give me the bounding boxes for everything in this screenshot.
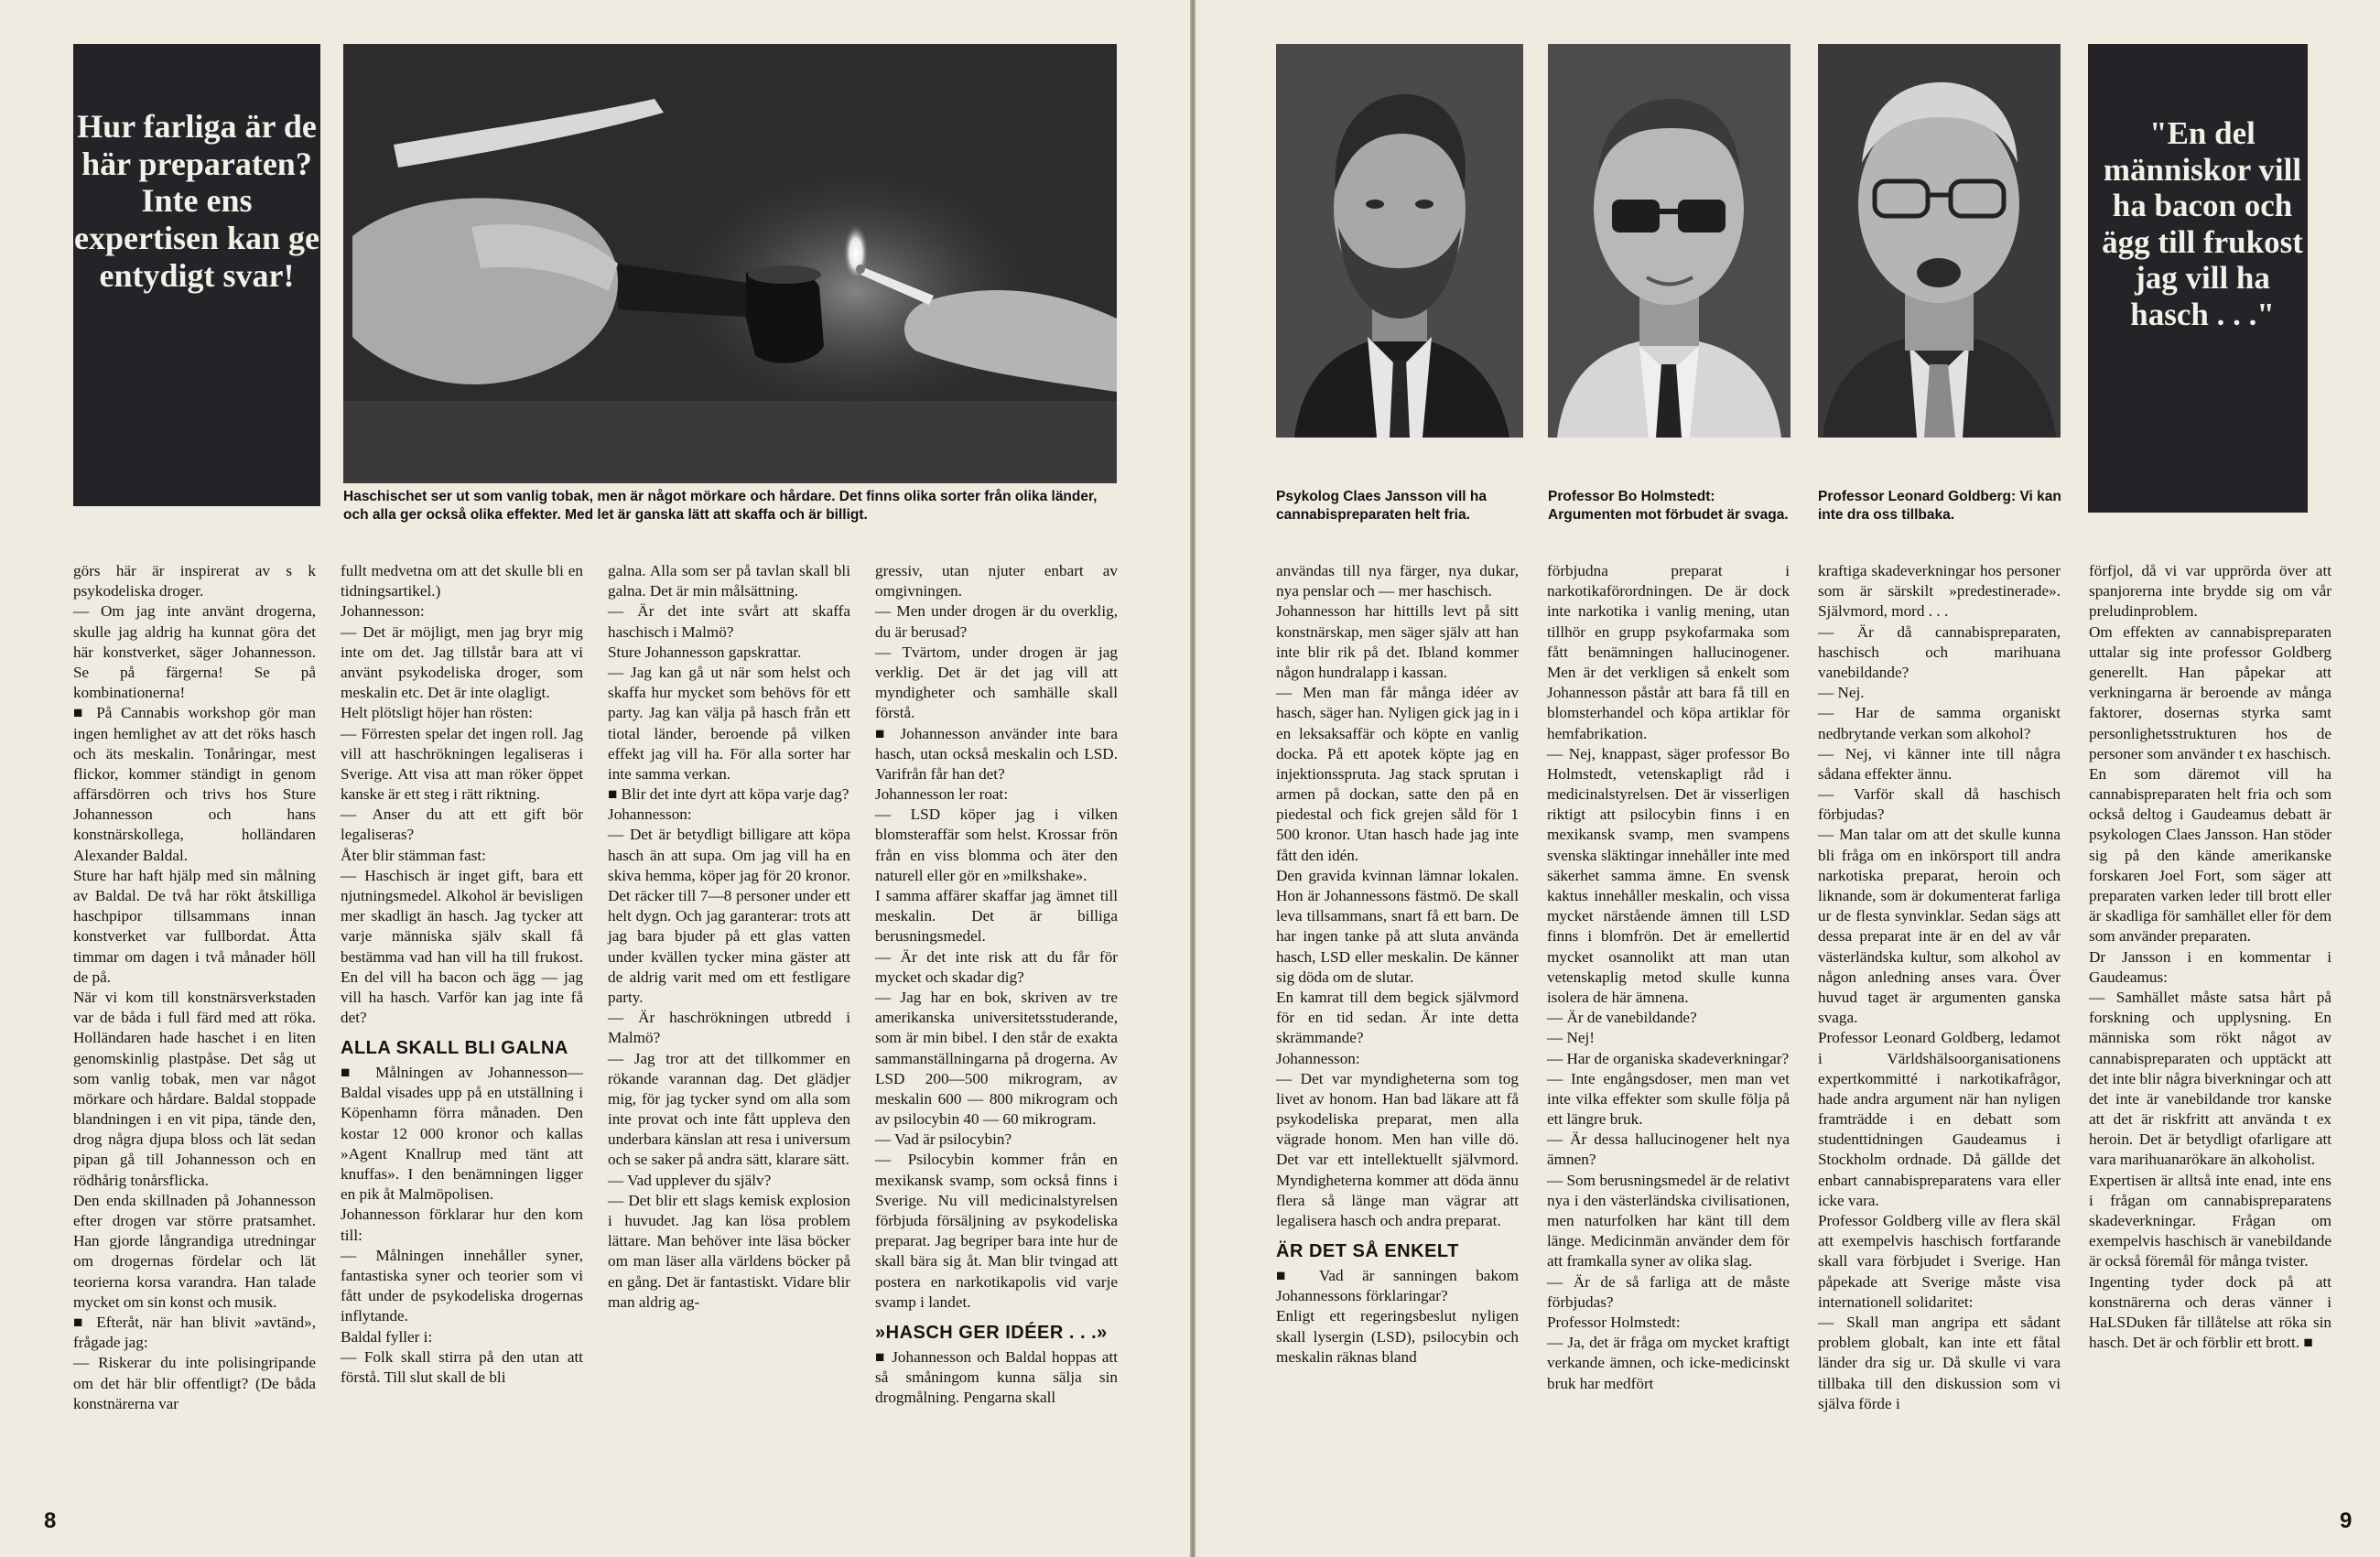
- column-6: [1547, 561, 1790, 1394]
- paragraph: — Man talar om att det skulle kunna bli fråga om en inkörsport till andra narkotiska preparat, heroin och liknande, som är dokumenterat farliga ur de flesta synvinklar. Sedan sägs att dessa preparat inte är en del av vår västerländska kultur, som alkohol av någon anledning anses vara. Över huvud taget är argumenten ganska svaga.: [1818, 826, 2061, 1027]
- paragraph: — Inte engångsdoser, men man vet inte vilka effekter som skulle följa på ett längre bruk.: [1547, 1069, 1790, 1129]
- paragraph: fullt medvetna om att det skulle bli en tidningsartikel.): [341, 562, 583, 600]
- paragraph: — Är dessa hallucinogener helt nya ämnen?: [1547, 1130, 1790, 1169]
- paragraph: kraftiga skadeverkningar hos personer som är särskilt »predestinerade». Självmord, mord . . .: [1818, 562, 2061, 621]
- quote-block: [2088, 44, 2308, 513]
- paragraph: Johannesson ler roat:: [875, 785, 1009, 804]
- paragraph: — Men under drogen är du overklig, du är berusad?: [875, 602, 1118, 641]
- portrait-jansson: [1276, 44, 1523, 438]
- paragraph: — Anser du att ett gift bör legaliseras?: [341, 806, 583, 844]
- paragraph: — Vad är psilocybin?: [875, 1130, 1012, 1149]
- paragraph: — Har de samma organiskt nedbrytande verkan som alkohol?: [1818, 704, 2061, 742]
- paragraph: Johannesson:: [341, 602, 425, 621]
- portrait-holmstedt: [1548, 44, 1790, 438]
- right-page: [1195, 0, 2380, 1557]
- holmstedt-photo: [1548, 44, 1790, 438]
- paragraph: Dr Jansson i en kommentar i Gaudeamus:: [2089, 947, 2331, 986]
- paragraph: — Det blir ett slags kemisk explosion i huvudet. Jag kan lösa problem lättare. Man behöver inte läsa böcker om man läser alla världens böcker på en gång. Det är fantastiskt. Vidare blir man aldrig ag-: [608, 1191, 850, 1311]
- paragraph: — Jag tror att det tillkommer en rökande varannan dag. Det glädjer mig, för jag tycker synd om alla som inte provat och inte fått uppleva den underbara känslan att resa i universum och se saker på andra sätt, klarare sätt.: [608, 1049, 850, 1169]
- paragraph: — Riskerar du inte polisingripande om det här blir offentligt? (De båda konstnärerna var: [73, 1354, 316, 1412]
- paragraph: — Är de så farliga att de måste förbjudas?: [1547, 1272, 1790, 1311]
- paragraph: När vi kom till konstnärsverkstaden var de båda i full färd med att röka. Holländaren hade haschet i en liten genomskinlig plastpåse. Det såg ut som vanlig tobak, men var något mörkare och hårdare. Baldal stoppade blandningen i en vit pipa, tände den, drog några djupa bloss och lät sedan pipan gå till Johannesson och en rödhårig tonårsflicka.: [73, 988, 316, 1189]
- paragraph: Om effekten av cannabispreparaten uttalar sig inte professor Goldberg generellt. Han påpekar att verkningarna är beroende av många faktorer, dosernas styrka samt personlighetsstrukturen hos de personer som använder t ex haschisch.: [2089, 622, 2331, 762]
- paragraph: — Nej, knappast, säger professor Bo Holmstedt, vetenskapligt råd i medicinalstyrelsen. Det är visserligen riktigt att psilocybin finns i en mexikansk svamp, men svampens svenska släktingar innehåller inte med säkerhet samma ämne. En svensk kaktus innehåller meskalin, och vissa mycket närstående ämnen till LSD finns i blomfrön. Det är emellertid mycket osannolikt att man utan vetenskaplig metod skulle kunna isolera de här ämnena.: [1547, 744, 1790, 1006]
- paragraph: — Folk skall stirra på den utan att förstå. Till slut skall de bli: [341, 1347, 583, 1386]
- paragraph: Johannesson:: [608, 806, 692, 824]
- paragraph: Professor Holmstedt:: [1547, 1313, 1681, 1331]
- paragraph: görs här är inspirerat av s k psykodeliska droger.: [73, 562, 316, 600]
- column-3: [608, 561, 850, 1313]
- paragraph: — Jag kan gå ut när som helst och skaffa hur mycket som behövs för ett party. Jag kan välja på hasch från ett tiotal länder, beroende på vilken effekt jag vill ha. För alla sorter har inte samma verkan.: [608, 663, 850, 783]
- paragraph: Baldal fyller i:: [341, 1327, 433, 1346]
- paragraph: Den enda skillnaden på Johannesson efter drogen var större pratsamhet. Han gjorde långrandiga utredningar om drogernas fördelar och lät teorierna korsa varandra. Han talade mycket om sin konst och musik.: [73, 1191, 316, 1311]
- paragraph: ■ Vad är sanningen bakom Johannessons förklaringar?: [1276, 1266, 1519, 1305]
- paragraph: förbjudna preparat i narkotikaförordningen. De är dock inte narkotika i vanlig mening, utan tillhör en grupp psykofarmaka som fått benämningen hallucinogener. Men är det verkligen så enkelt som Johannesson påstår att bara få till en blomsterhandel och köpa artiklar för hemfabrikation.: [1547, 562, 1790, 742]
- paragraph: ■ Målningen av Johannesson— Baldal visades upp på en utställning i Köpenhamn förra månaden. Den kostar 12 000 kronor och kallas »Agent Knallrup med tänt att knuffas». I den benämningen ligger en pik åt Malmöpolisen.: [341, 1064, 583, 1204]
- column-4: [875, 561, 1118, 1408]
- goldberg-photo: [1818, 44, 2061, 438]
- caption-holmstedt: Professor Bo Holmstedt: Argumenten mot förbudet är svaga.: [1548, 489, 1789, 524]
- paragraph: En kamrat till dem begick självmord för en tid sedan. Är inte detta skrämmande?: [1276, 988, 1519, 1047]
- paragraph: — Vad upplever du själv?: [608, 1171, 772, 1189]
- paragraph: — Samhället måste satsa hårt på forskning och upplysning. En människa som rökt något av cannabispreparaten och upptäckt att det inte blir några biverkningar och att det inte är vanebildande tror kanske att det är riskfritt att använda t ex heroin. Det är betydligt ofarligare att vara marihuanarökare än alkoholist.: [2089, 988, 2331, 1169]
- portrait-goldberg: [1818, 44, 2061, 438]
- paragraph: — Ja, det är fråga om mycket kraftigt verkande ämnen, och icke-medicinskt bruk har medfört: [1547, 1334, 1790, 1392]
- paragraph: Johannesson:: [1276, 1049, 1360, 1067]
- paragraph: förfjol, då vi var upprörda över att spanjorerna inte brydde sig om vår preludinproblem.: [2089, 562, 2331, 621]
- paragraph: — Nej, vi känner inte till några sådana effekter ännu.: [1818, 744, 2061, 783]
- paragraph: gressiv, utan njuter enbart av omgivningen.: [875, 562, 1118, 600]
- paragraph: Helt plötsligt höjer han rösten:: [341, 704, 534, 722]
- paragraph: — Är de vanebildande?: [1547, 1009, 1697, 1027]
- paragraph: En som däremot vill ha cannabispreparaten helt fria och som också deltog i Gaudeamus debatt är psykologen Claes Jansson. Han stöder sig på den kände amerikanske forskaren Joel Fort, som säger att preparaten varken leder till brott eller är skadliga för samhället eller för dem som använder preparaten.: [2089, 764, 2331, 946]
- paragraph: — Nej.: [1818, 684, 1865, 702]
- paragraph: — Är då cannabispreparaten, haschisch och marihuana vanebildande?: [1818, 622, 2061, 681]
- paragraph: — Förresten spelar det ingen roll. Jag vill att haschrökningen legaliseras i Sverige. Att visa att man röker öppet kanske är ett steg i rätt riktning.: [341, 724, 583, 804]
- paragraph: Professor Leonard Goldberg, ledamot i Världshälsoorganisationens expertkommitté i narkotikafrågor, hade andra argument när han nyligen framträdde i en debatt som studenttidningen Gaudeamus i Stockholm ordnade. Då gällde det enbart cannabispreparatens vara eller icke vara.: [1818, 1029, 2061, 1209]
- subheading: »HASCH GER IDÉER . . .»: [875, 1322, 1108, 1343]
- paragraph: — Skall man angripa ett sådant problem globalt, kan inte ett fåtal länder dra sig ur. Då skulle vi vara tillbaka till den diskussion som vi själva förde i: [1818, 1313, 2061, 1412]
- paragraph: — Målningen innehåller syner, fantastiska syner och teorier som vi fått under de psykodeliska drogernas inflytande.: [341, 1246, 583, 1325]
- page-number-right: 9: [2340, 1508, 2353, 1533]
- paragraph: ■ Johannesson använder inte bara hasch, utan också meskalin och LSD. Varifrån får han det?: [875, 724, 1118, 783]
- caption-pipe-photo: Haschischet ser ut som vanlig tobak, men är något mörkare och hårdare. Det finns olika sorter från olika länder, och alla ger också olika effekter. Med let är ganska lätt att skaffa och är billigt.: [343, 489, 1098, 524]
- paragraph: — Det är möjligt, men jag bryr mig inte om det. Jag tillstår bara att vi använt psykodeliska droger, som meskalin etc. Det är inte olagligt.: [341, 622, 583, 702]
- paragraph: — Tvärtom, under drogen är jag verklig. Det är det jag vill att myndigheter och samhälle skall förstå.: [875, 643, 1118, 722]
- paragraph: ■ Efteråt, när han blivit »avtänd», frågade jag:: [73, 1313, 316, 1352]
- paragraph: galna. Alla som ser på tavlan skall bli galna. Det är min målsättning.: [608, 562, 850, 600]
- column-7: [1818, 561, 2061, 1414]
- paragraph: ■ På Cannabis workshop gör man ingen hemlighet av att det röks hasch och äts meskalin. Tonåringar, mest flickor, kommer ständigt in genom affärsdörren och trivs hos Sture Johannesson och hans konstnärskollega, holländaren Alexander Baldal.: [73, 704, 316, 864]
- paragraph: Enligt ett regeringsbeslut nyligen skall lysergin (LSD), psilocybin och meskalin räknas bland: [1276, 1307, 1519, 1366]
- paragraph: — Är det inte svårt att skaffa haschisch i Malmö?: [608, 602, 850, 641]
- jansson-photo: [1276, 44, 1523, 438]
- paragraph: I samma affärer skaffar jag ämnet till meskalin. Det är billiga berusningsmedel.: [875, 887, 1118, 946]
- pipe-lighting-image: [343, 44, 1117, 483]
- headline-block: [73, 44, 320, 506]
- caption-goldberg: Professor Leonard Goldberg: Vi kan inte dra oss tillbaka.: [1818, 489, 2061, 524]
- paragraph: — Det var myndigheterna som tog livet av honom. Han bad läkare att få psykodeliska preparat, men alla vägrade honom. Men han ville dö. Det var ett intellektuellt självmord. Myndigheterna kommer att döda ännu flera så länge man vägrar att legalisera hasch och andra preparat.: [1276, 1069, 1519, 1229]
- subheading: ÄR DET SÅ ENKELT: [1276, 1241, 1459, 1262]
- paragraph: — Det är betydligt billigare att köpa hasch än att supa. Om jag vill ha en skiva hemma, köper jag för 20 kronor. Det räcker till 7—8 personer under ett helt dygn. Och jag garanterar: trots att jag bara bjuder på ett glas vatten under kvällen tycker mina gäster att de aldrig varit med om ett festligare party.: [608, 826, 850, 1006]
- paragraph: — Jag har en bok, skriven av tre amerikanska universitetsstuderande, som är min bibel. I den står de exakta sammanställningarna på drogerna. Av LSD 200—500 mikrogram, av meskalin 600 — 800 mikrogram och av psilocybin 40 — 60 mikrogram.: [875, 988, 1118, 1129]
- paragraph: — Som berusningsmedel är de relativt nya i den västerländska civilisationen, men naturfolken har känt till dem länge. Medicinmän använder dem för att framkalla syner av olika slag.: [1547, 1171, 1790, 1270]
- paragraph: Den gravida kvinnan lämnar lokalen. Hon är Johannessons fästmö. De skall leva tillsammans, snart få ett barn. De har ingen tanke på att sluta använda hasch, LSD eller meskalin. De känner sig döda om de slutar.: [1276, 866, 1519, 986]
- paragraph: Åter blir stämman fast:: [341, 846, 486, 864]
- paragraph: Sture Johannesson gapskrattar.: [608, 643, 802, 661]
- caption-jansson: Psykolog Claes Jansson vill ha cannabispreparaten helt fria.: [1276, 489, 1488, 524]
- page-number-left: 8: [44, 1508, 57, 1533]
- subheading: ALLA SKALL BLI GALNA: [341, 1038, 568, 1059]
- paragraph: — Om jag inte använt drogerna, skulle jag aldrig ha kunnat göra det här konstverket, säger Johannesson. Se på färgerna! Se på kombinationerna!: [73, 602, 316, 702]
- paragraph: — Är det inte risk att du får för mycket och skadar dig?: [875, 947, 1118, 986]
- paragraph: Sture har haft hjälp med sin målning av Baldal. De två har rökt åtskilliga haschpipor tillsammans innan konstverket var fullbordat. Åtta timmar om dagen i två månader höll de på.: [73, 866, 316, 986]
- paragraph: — Haschisch är inget gift, bara ett njutningsmedel. Alkohol är bevisligen mer skadligt än hasch. Jag tycker att varje människa själv skall få bestämma vad han vill ha till frukost. En del vill ha bacon och ägg — jag vill ha hasch. Varför kan jag inte få det?: [341, 866, 583, 1027]
- paragraph: — Men man får många idéer av hasch, säger han. Nyligen gick jag in i en leksaksaffär och köpte en vanlig docka. På ett apotek köpte jag en injektionsspruta. Jag stack sprutan i armen på dockan, satte den på en piedestal och fick grejen såld för 1 500 kronor. Utan hasch hade jag inte fått den idén.: [1276, 684, 1519, 864]
- paragraph: Johannesson förklarar hur den kom till:: [341, 1206, 583, 1244]
- column-8: [2089, 561, 2331, 1353]
- paragraph: Ingenting tyder dock på att konstnärerna och deras vänner i HaLSDuken får tillåtelse att röka sin hasch. Det är och förblir ett brott. ■: [2089, 1272, 2331, 1352]
- paragraph: ■ Blir det inte dyrt att köpa varje dag?: [608, 785, 849, 804]
- paragraph: — Varför skall då haschisch förbjudas?: [1818, 785, 2061, 824]
- paragraph: Expertisen är alltså inte enad, inte ens i frågan om cannabispreparatens skadeverkningar. Frågan om exempelvis haschisch är vanebildande är också föremål för många tvister.: [2089, 1171, 2331, 1270]
- quote: "En del människor vill ha bacon och ägg till frukost jag vill ha hasch . . .": [2102, 115, 2303, 332]
- column-1: [73, 561, 316, 1414]
- headline: Hur farliga är de här preparaten? Inte ens expertisen kan ge entydigt svar!: [74, 108, 319, 294]
- paragraph: Professor Goldberg ville av flera skäl att exempelvis haschisch fortfarande skall vara förbjudet i Sverige. Han påpekade att Sverige måste visa internationell solidaritet:: [1818, 1212, 2061, 1311]
- paragraph: — LSD köper jag i vilken blomsteraffär som helst. Krossar frön från en viss blomma och äter den naturell eller gör en »milkshake».: [875, 806, 1118, 884]
- paragraph: — Psilocybin kommer från en mexikansk svamp, som också finns i Sverige. Nu vill medicinalstyrelsen förbjuda försäljning av psykodeliska preparat. Jag begriper bara inte hur de skall bära sig åt. Man blir tvingad att postera en narkotikapolis vid varje svamp i landet.: [875, 1151, 1118, 1311]
- paragraph: ■ Johannesson och Baldal hoppas att så småningom kunna sälja sin drogmålning. Pengarna skall: [875, 1347, 1118, 1407]
- column-5: [1276, 561, 1519, 1368]
- paragraph: — Har de organiska skadeverkningar?: [1547, 1049, 1790, 1067]
- paragraph: Johannesson har hittills levt på sitt konstnärskap, men säger själv att han inte blir rik på det. Ibland kommer någon hundralapp i kassan.: [1276, 602, 1519, 681]
- paragraph: — Nej!: [1547, 1029, 1596, 1047]
- paragraph: användas till nya färger, nya dukar, nya penslar och — mer haschisch.: [1276, 562, 1519, 600]
- pipe-photo: [343, 44, 1117, 483]
- paragraph: — Är haschrökningen utbredd i Malmö?: [608, 1009, 850, 1047]
- column-2: [341, 561, 583, 1388]
